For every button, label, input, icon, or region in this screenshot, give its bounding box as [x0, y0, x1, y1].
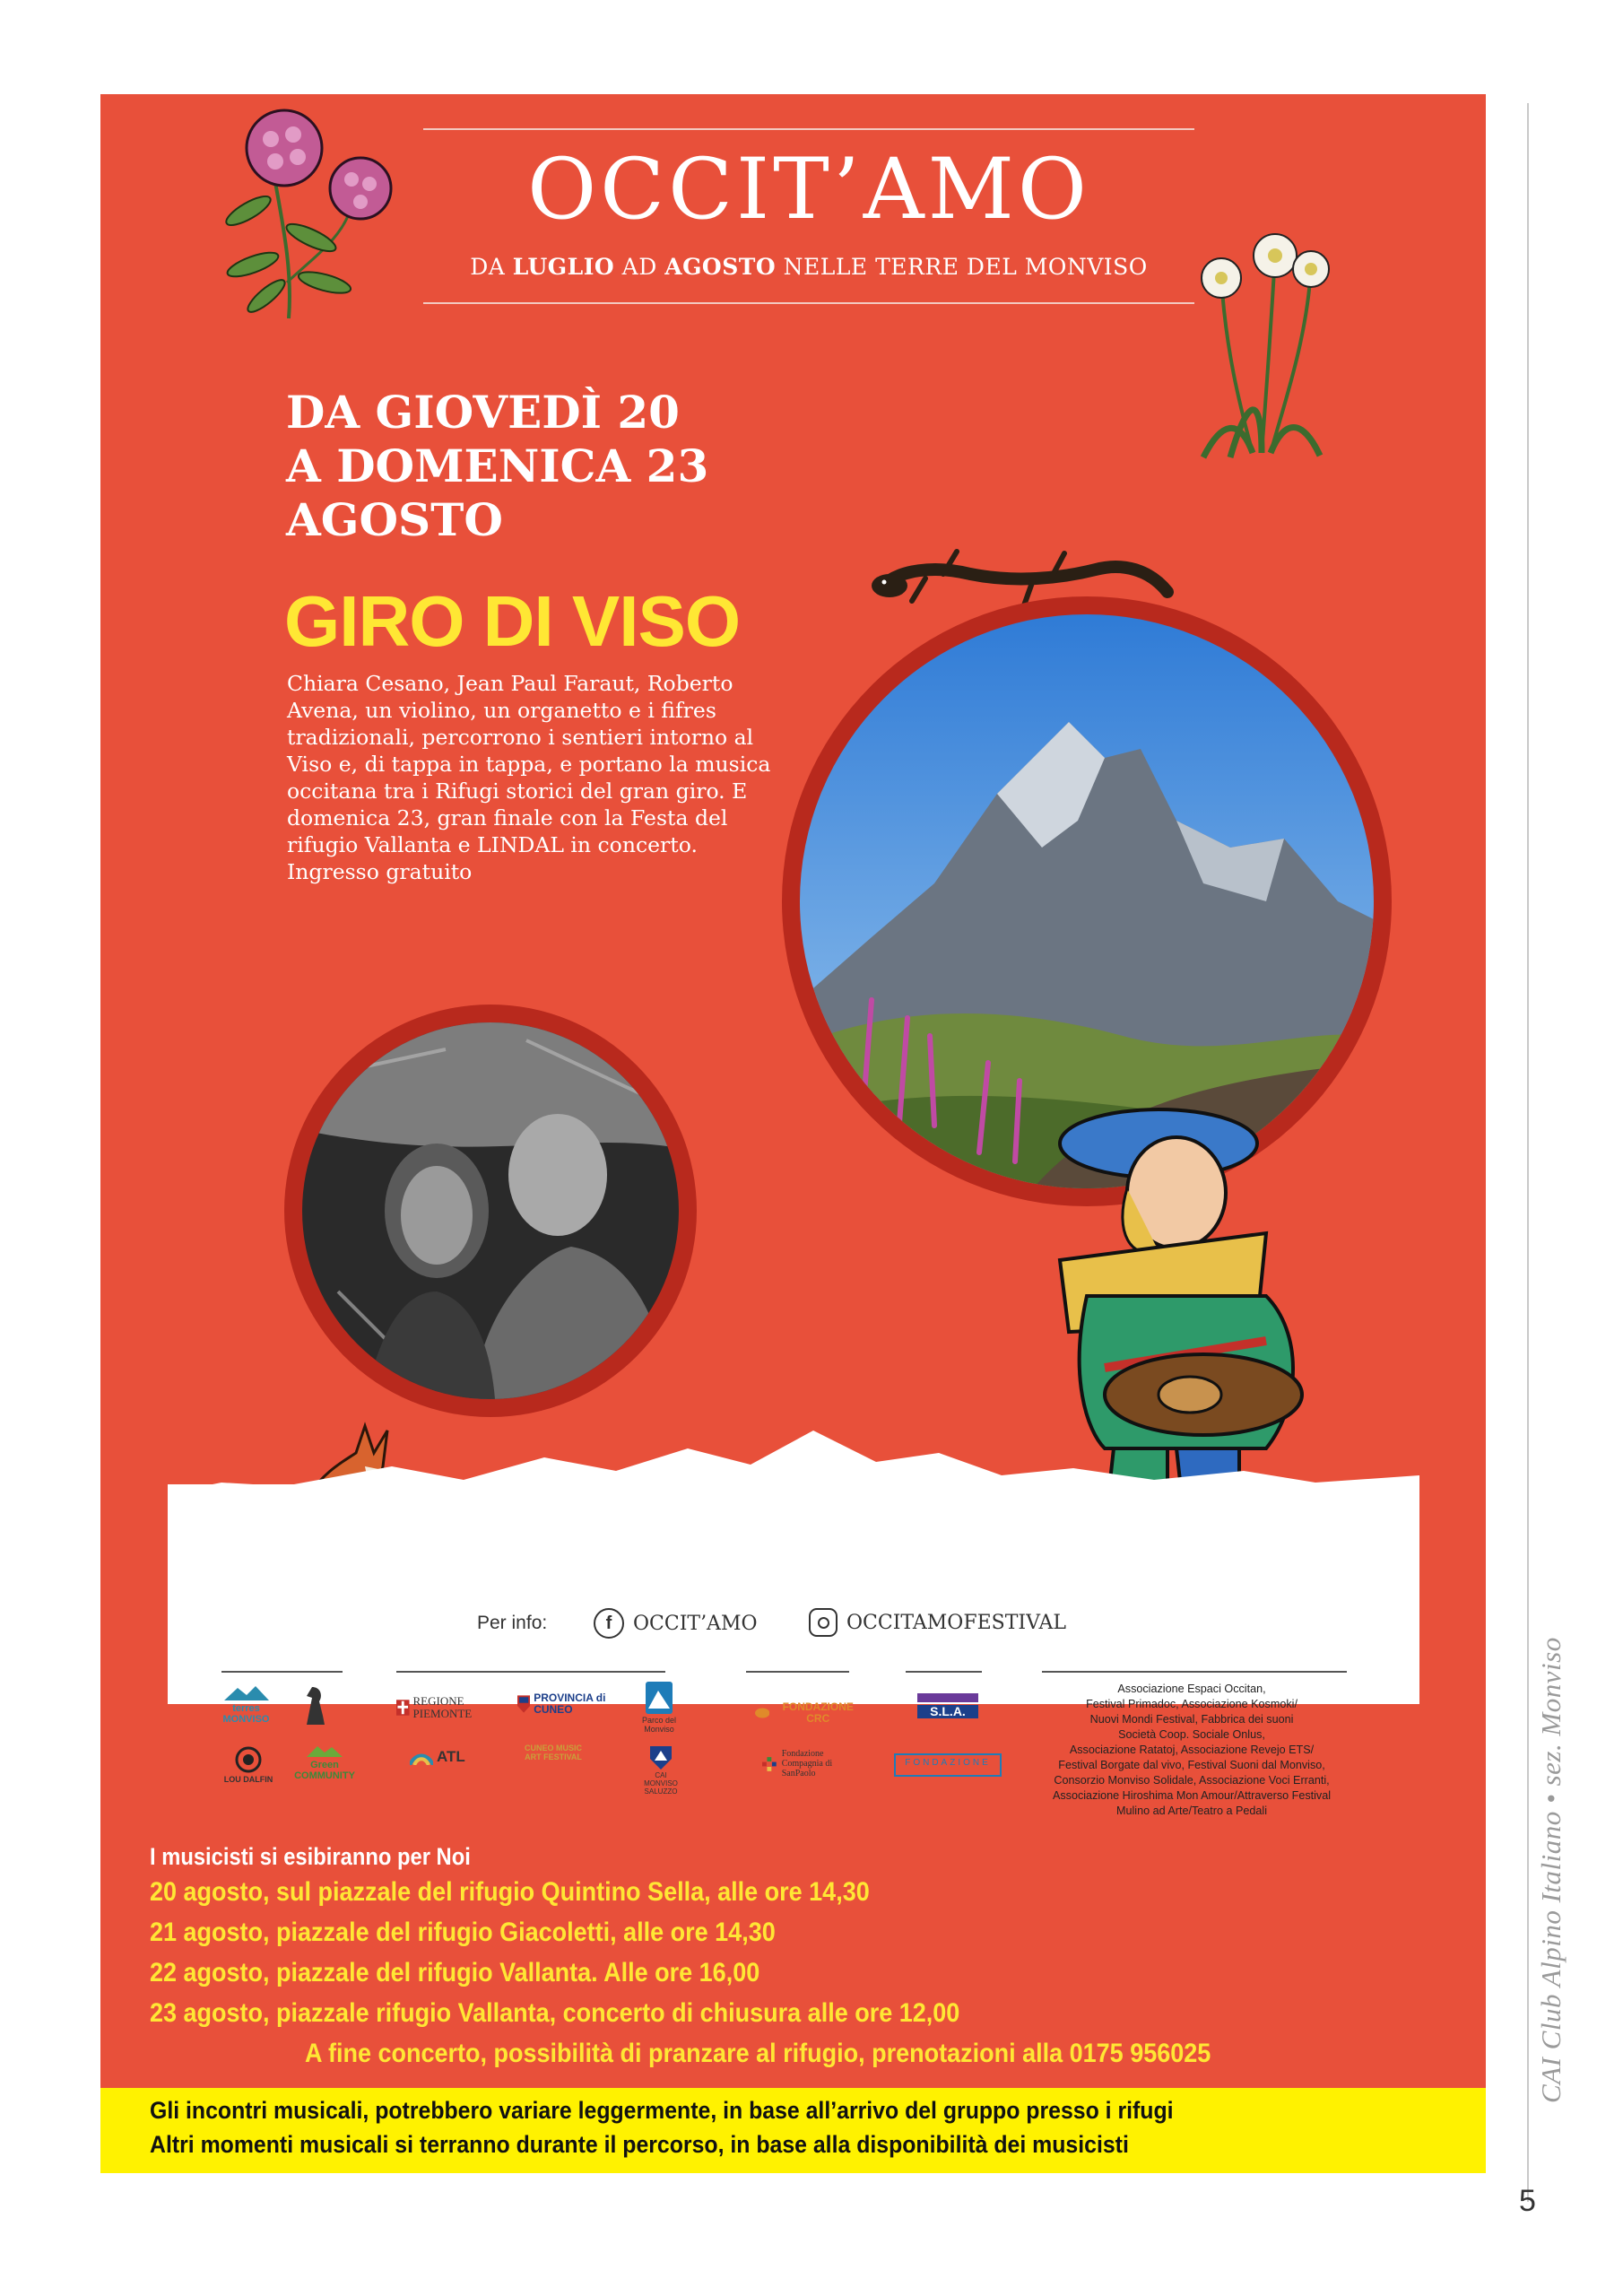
date-line-1: DA GIOVEDÌ 20	[286, 386, 680, 439]
masthead-bottom-rule	[423, 302, 1194, 304]
logo-rule-2	[396, 1671, 665, 1673]
fondazione-crc-logo: FONDAZIONE CRC	[755, 1701, 863, 1725]
atl-logo: ATL	[410, 1749, 490, 1766]
info-label: Per info:	[477, 1613, 548, 1633]
terres-monviso-logo: terres MONVISO	[217, 1686, 275, 1725]
compagnia-san-paolo-logo: Fondazione Compagnia di SanPaolo	[762, 1749, 861, 1779]
chess-knight-logo	[298, 1683, 334, 1729]
event-poster	[100, 94, 1486, 2173]
date-line-2: A DOMENICA 23	[286, 439, 709, 492]
page-side-rule	[1527, 103, 1529, 2202]
facebook-link[interactable]	[594, 1608, 758, 1639]
schedule-line-23-agosto: 23 agosto, piazzale rifugio Vallanta, concerto di chiusura alle ore 12,00	[150, 1998, 960, 2028]
lou-dalfin-logo: LOU DALFIN	[217, 1746, 280, 1785]
logo-rule-1	[221, 1671, 343, 1673]
logo-rule-4	[906, 1671, 982, 1673]
regione-piemonte-logo: REGIONE PIEMONTE	[396, 1695, 495, 1721]
masthead-top-rule	[423, 128, 1194, 130]
brand-subtitle: DA LUGLIO AD AGOSTO NELLE TERRE DEL MONVISO	[470, 254, 1148, 280]
provincia-cuneo-logo: PROVINCIA di CUNEO	[517, 1691, 607, 1718]
notice-line-1: Gli incontri musicali, potrebbero variare leggermente, in base all’arrivo del gruppo presso i rifugi	[150, 2097, 1174, 2124]
side-caption: CAI Club Alpino Italiano • sez. Monviso	[1535, 1637, 1567, 2103]
event-title: GIRO DI VISO	[284, 581, 741, 661]
parco-monviso-logo: Parco del Monviso	[637, 1682, 681, 1735]
instagram-icon	[809, 1608, 838, 1637]
cuneo-music-art-festival-logo: CUNEO MUSIC ART FESTIVAL	[524, 1744, 582, 1761]
notice-band	[100, 2088, 1486, 2173]
edelweiss-flower-illustration	[1185, 215, 1338, 466]
schedule-heading: I musicisti si esibiranno per Noi	[150, 1843, 471, 1870]
fondazione-cassa-saluzzo-logo: FONDAZIONE	[894, 1753, 1002, 1777]
notice-line-2: Altri momenti musicali si terranno durante il percorso, in base alla disponibilità dei musicisti	[150, 2131, 1129, 2158]
schedule-line-21-agosto: 21 agosto, piazzale del rifugio Giacoletti, alle ore 14,30	[150, 1918, 776, 1947]
sla-logo: S.L.A.	[912, 1693, 984, 1718]
event-description: Chiara Cesano, Jean Paul Faraut, Roberto Avena, un violino, un organetto e i fifres tradizionali, percorrono i sentieri intorno al Viso e, di tappa in tappa, e portano la musica occitana tra i Rifugi storici del gran giro. E domenica 23, gran finale con la Festa del rifugio Vallanta e LINDAL in concerto. Ingresso gratuito	[287, 671, 771, 884]
musicians-photo	[302, 1022, 679, 1399]
facebook-icon: f	[594, 1608, 624, 1639]
schedule-lunch-note: A fine concerto, possibilità di pranzare al rifugio, prenotazioni alla 0175 956025	[305, 2039, 1211, 2068]
instagram-handle: OCCITAMOFESTIVAL	[846, 1611, 1066, 1634]
facebook-handle: OCCIT’AMO	[633, 1612, 758, 1635]
logo-rule-5	[1042, 1671, 1347, 1673]
associations-list: Associazione Espaci Occitan, Festival Primadoc, Associazione Kosmoki/ Nuovi Mondi Festival, Fabbrica dei suoni Società Coop. Sociale Onlus, Associazione Ratatoj, Associazione Revejo ETS/ Festival Borgate dal vivo, Festival Suoni dal Monviso, Consorzio Monviso Solidale, Associazione Voci Erranti, Associazione Hiroshima Mon Amour/Attraverso Festival Mulino ad Arte/Teatro a Pedali	[1052, 1683, 1332, 1817]
schedule-line-22-agosto: 22 agosto, piazzale del rifugio Vallanta. Alle ore 16,00	[150, 1958, 760, 1987]
brand-title: OCCIT’AMO	[527, 141, 1090, 239]
schedule-line-20-agosto: 20 agosto, sul piazzale del rifugio Quintino Sella, alle ore 14,30	[150, 1877, 870, 1907]
date-line-3: AGOSTO	[286, 493, 503, 546]
rhododendron-flower-illustration	[217, 103, 405, 323]
page-number: 5	[1519, 2184, 1536, 2218]
monviso-mountain-photo	[800, 614, 1374, 1188]
logo-rule-3	[746, 1671, 849, 1673]
cai-monviso-logo: CAI MONVISO SALUZZO	[638, 1746, 683, 1796]
instagram-link[interactable]	[809, 1608, 1066, 1637]
green-community-logo: Green COMMUNITY	[293, 1744, 356, 1781]
